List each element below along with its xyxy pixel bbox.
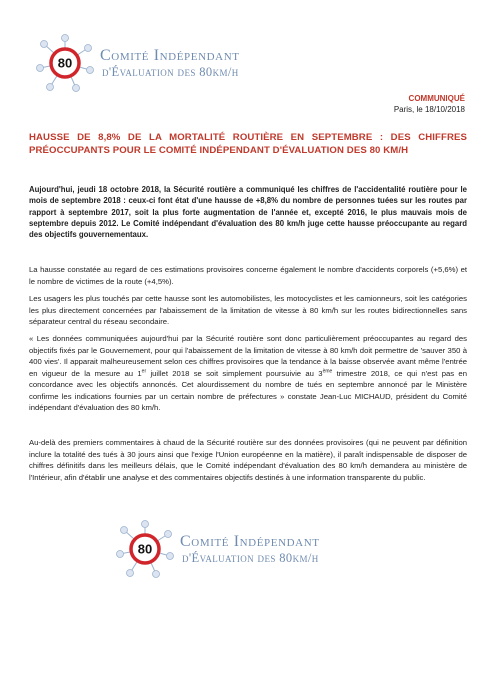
ordinal-superscript: ème xyxy=(322,367,333,374)
dateline: Paris, le 18/10/2018 xyxy=(393,105,465,114)
quote-part-1: « Les données communiquées aujourd'hui par la Sécurité routière sont donc particulièrement préoccupantes au regard des objectifs fixés par le Gouvernement, pour qui l'abaissement de la limitation de vitesse à 80 km/h doit permettre de 'sauver 350 à 400 vies'. Il apparait malheureusement selon ces chiffres provisoires que la tendance à la baisse observée avant même l'entrée en vigueur de la mesure au 1 xyxy=(29,334,467,378)
speed-limit-emblem-icon xyxy=(36,34,94,92)
logo-header xyxy=(36,34,240,92)
logo-title: Comité Indépendant xyxy=(180,532,320,550)
logo-footer xyxy=(116,520,320,578)
quote-part-3: trimestre 2018, ce qui n'est pas en concordance avec les objectifs annoncés. Cet alourdissement du nombre de tués en septembre annoncé par le Ministère confirme les indications fournies par un certain nombre de préfectures » constate Jean-Luc MICHAUD, président du Comité indépendant d'évaluation des 80 km/h. xyxy=(29,368,467,412)
logo-title: Comité Indépendant xyxy=(100,46,240,64)
body-paragraph-quote xyxy=(29,333,467,414)
logo-subtitle: d'Évaluation des 80km/h xyxy=(182,551,319,565)
body-paragraph-2: Les usagers les plus touchés par cette hausse sont les automobilistes, les motocyclistes et les camionneurs, soit les catégories les plus directement concernées par l'abaissement de la limitation de vitesse à 80 km/h sur les routes bidirectionnelles sans séparateur central du réseau secondaire. xyxy=(29,294,467,326)
header-meta xyxy=(394,94,465,114)
logo-subtitle: d'Évaluation des 80km/h xyxy=(102,65,239,79)
speed-badge-label: 80 xyxy=(137,541,153,557)
ordinal-superscript: er xyxy=(141,367,147,374)
lead-paragraph: Aujourd'hui, jeudi 18 octobre 2018, la Sécurité routière a communiqué les chiffres de l'accidentalité routière pour le mois de septembre 2018 : ceux-ci font état d'une hausse de +8,8% du nombre de personnes tuées sur les routes par rapport à septembre 2017, soit la plus forte augmentation de l'année et, excepté 2016, le plus mauvais mois de septembre depuis 2012. Le Comité indépendant d'évaluation des 80 km/h juge cette hausse préoccupante au regard des objectifs gouvernementaux. xyxy=(29,185,467,240)
body-paragraph-1: La hausse constatée au regard de ces estimations provisoires concerne également le nombre d'accidents corporels (+5,6%) et le nombre de victimes de la route (+4,5%). xyxy=(29,265,467,286)
body-paragraph-4: Au-delà des premiers commentaires à chaud de la Sécurité routière sur des données provisoires (qui ne peuvent par définition inclure la totalité des tués à 30 jours ainsi que l'exige l'Union européenne en la matière), il paraît indispensable de disposer de chiffres définitifs dans les meilleurs délais, que le Comité indépendant d'évaluation des 80 km/h demandera au ministère de l'Intérieur, afin d'établir une analyse et des commentaires objectifs destinés à une information transparente du public. xyxy=(29,438,467,482)
communique-label: COMMUNIQUÉ xyxy=(408,94,465,103)
speed-limit-emblem-icon xyxy=(116,520,174,578)
speed-badge-label: 80 xyxy=(57,55,73,71)
quote-part-2: juillet 2018 se soit simplement poursuivie au 3 xyxy=(146,368,323,378)
press-release-title: HAUSSE DE 8,8% DE LA MORTALITÉ ROUTIÈRE EN SEPTEMBRE : DES CHIFFRES PRÉOCCUPANTS POUR LE COMITÉ INDÉPENDANT D'ÉVALUATION DES 80 KM/H xyxy=(29,132,467,156)
